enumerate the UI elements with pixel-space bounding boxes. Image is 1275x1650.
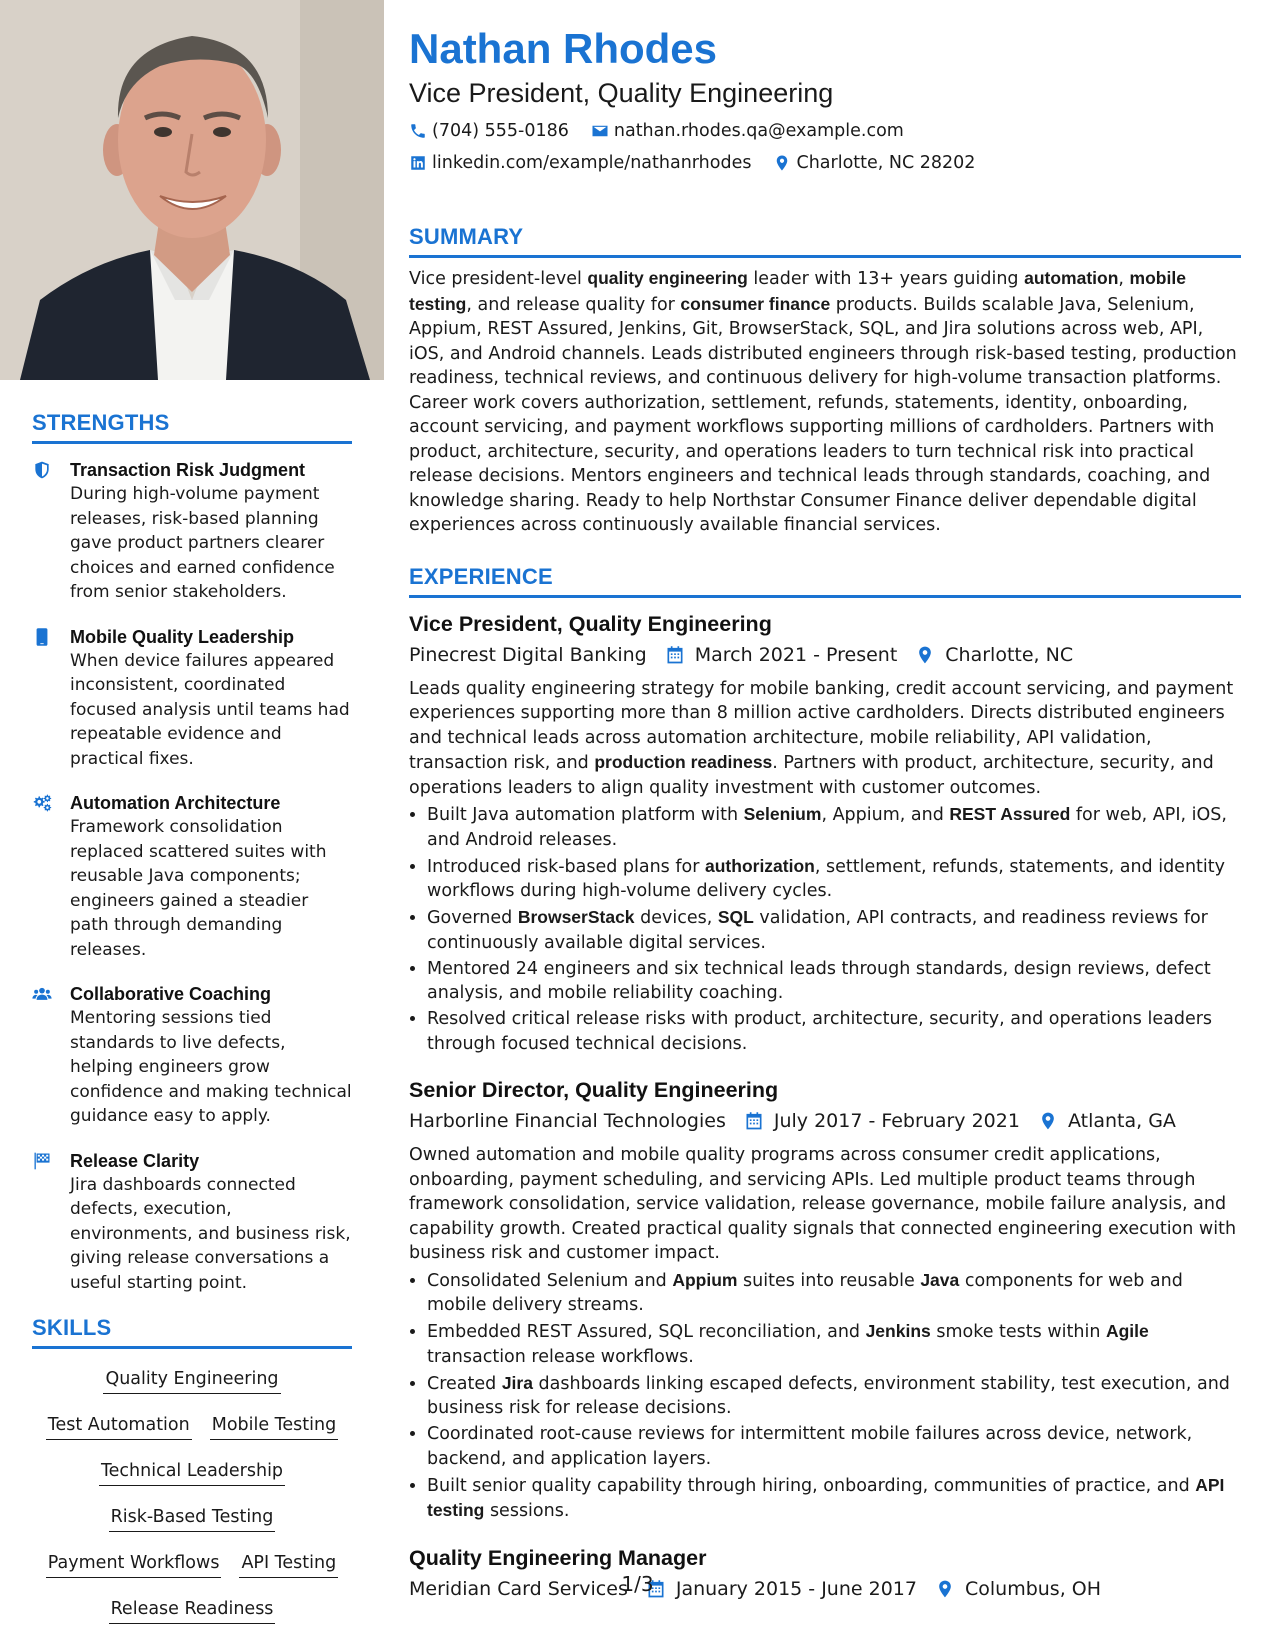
job-bullet: • Consolidated Selenium and Appium suites into reusable Java components for web and mobile delivery streams.: [427, 1268, 1241, 1318]
job-company: Harborline Financial Technologies: [409, 1110, 726, 1132]
job-location-text: Charlotte, NC: [945, 643, 1074, 666]
strength-desc: During high-volume payment releases, risk-based planning gave product partners clearer choices and earned confidence from senior stakeholders.: [70, 484, 335, 602]
job-bullets: [409, 1268, 1241, 1524]
strengths-heading: STRENGTHS: [32, 410, 352, 444]
strength-title: Transaction Risk Judgment: [70, 460, 306, 480]
experience-section: [409, 564, 1241, 1603]
strength-desc: Framework consolidation replaced scattered suites with reusable Java components; engineers gained a steadier path through demanding releases.: [70, 817, 327, 960]
sidebar: [0, 0, 384, 1650]
job-description: Owned automation and mobile quality programs across consumer credit applications, onboarding, payment scheduling, and servicing APIs. Led multiple product teams through framework consolidation, service validation, release governance, mobile failure analysis, and capability growth. Created practical quality signals that connected engineering execution with business risk and customer impact.: [409, 1145, 1237, 1263]
email-text: nathan.rhodes.qa@example.com: [613, 121, 904, 141]
strength-desc: When device failures appeared inconsistent, coordinated focused analysis until teams had repeatable evidence and practical fixes.: [70, 650, 350, 769]
profile-photo: [0, 0, 384, 380]
job-bullets: [409, 802, 1241, 1056]
job-dates: [665, 641, 898, 669]
job-location: [1038, 1107, 1176, 1135]
map-pin-icon: [773, 154, 791, 172]
job-dates-text: March 2021 - Present: [694, 643, 898, 666]
calendar-icon: [665, 645, 685, 665]
linkedin-text: linkedin.com/example/nathanrhodes: [432, 153, 752, 173]
skill-tag: Mobile Testing: [210, 1413, 339, 1440]
contact-location: [773, 150, 975, 176]
job-bullet: • Coordinated root-cause reviews for intermittent mobile failures across device, network, backend, and application layers.: [427, 1422, 1241, 1471]
job-dates-text: July 2017 - February 2021: [773, 1110, 1020, 1132]
sidebar-content: [32, 410, 352, 1643]
strength-item: [32, 625, 352, 772]
job-bullet: • Resolved critical release risks with product, architecture, security, and operations leaders through focused technical decisions.: [427, 1007, 1241, 1056]
job-company: Meridian Card Services: [409, 1577, 628, 1600]
page-number: 1/3: [621, 1572, 654, 1596]
job-bullet: • Created Jira dashboards linking escaped defects, environment stability, test execution, and business risk for release decisions.: [427, 1371, 1241, 1421]
job-bullet: • Introduced risk-based plans for authorization, settlement, refunds, statements, and identity workflows during high-volume delivery cycles.: [427, 854, 1241, 904]
job-bullet: • Built senior quality capability through hiring, onboarding, communities of practice, and API testing sessions.: [427, 1473, 1241, 1524]
strength-item: [32, 458, 352, 605]
skill-tag: Test Automation: [46, 1413, 192, 1440]
job-description: Leads quality engineering strategy for mobile banking, credit account servicing, and payment experiences supporting more than 8 million active cardholders. Directs distributed engineers and technical leads across automation architecture, mobile reliability, API validation, transaction risk, and production readiness. Partners with product, architecture, security, and operations leaders to align quality investment with customer outcomes.: [409, 678, 1234, 798]
skill-tag: Quality Engineering: [103, 1367, 280, 1394]
strength-title: Collaborative Coaching: [70, 984, 272, 1004]
job-location-text: Columbus, OH: [964, 1577, 1102, 1600]
map-pin-icon: [1038, 1111, 1058, 1131]
summary-heading: SUMMARY: [409, 224, 1241, 258]
envelope-icon: [591, 122, 609, 140]
skill-tag: Risk-Based Testing: [109, 1505, 276, 1532]
job-location-text: Atlanta, GA: [1067, 1110, 1176, 1132]
skill-tag: Technical Leadership: [99, 1459, 285, 1486]
candidate-title: Vice President, Quality Engineering: [409, 78, 834, 108]
phone-icon: [409, 122, 427, 140]
summary-text: Vice president-level quality engineering leader with 13+ years guiding automation, mobile testing, and release quality for consumer finance products. Builds scalable Java, Selenium, Appium, REST Assured, Jenkins, Git, BrowserStack, SQL, and Jira solutions across web, API, iOS, and Android channels. Leads distributed engineers through risk-based testing, production readiness, technical reviews, and continuous delivery for high-volume transaction platforms. Career work covers authorization, settlement, refunds, statements, identity, onboarding, account servicing, and payment workflows supporting millions of cardholders. Partners with product, architecture, security, and operations leaders to turn technical risk into practical release decisions. Mentors engineers and technical leads through standards, coaching, and knowledge sharing. Ready to help Northstar Consumer Finance deliver dependable digital experiences across continuously available financial services.: [409, 268, 1237, 535]
job-title: Vice President, Quality Engineering: [409, 611, 772, 636]
strength-title: Release Clarity: [70, 1150, 200, 1171]
job-meta: [409, 1107, 1241, 1135]
phone-text: (704) 555-0186: [432, 121, 569, 141]
job-entry: [409, 1076, 1241, 1524]
job-company: Pinecrest Digital Banking: [409, 643, 647, 666]
job-dates-text: January 2015 - June 2017: [675, 1577, 917, 1600]
strength-item: [32, 791, 352, 962]
summary-section: [409, 224, 1241, 538]
strengths-list: [32, 458, 352, 1295]
mobile-icon: [32, 625, 70, 772]
main-content: [409, 24, 1241, 1603]
job-bullet: • Embedded REST Assured, SQL reconciliation, and Jenkins smoke tests within Agile transaction release workflows.: [427, 1319, 1241, 1369]
job-bullet: • Mentored 24 engineers and six technical leads through standards, design reviews, defect analysis, and mobile reliability coaching.: [427, 957, 1241, 1006]
location-text: Charlotte, NC 28202: [796, 153, 976, 173]
strength-title: Mobile Quality Leadership: [70, 626, 295, 647]
skill-tag: API Testing: [239, 1551, 338, 1578]
shield-icon: [32, 458, 70, 605]
job-title: Senior Director, Quality Engineering: [409, 1078, 779, 1102]
linkedin-icon: [409, 154, 427, 172]
strength-item: [32, 982, 352, 1129]
job-location: [915, 641, 1073, 669]
contact-row: [409, 118, 1241, 144]
job-bullet: • Governed BrowserStack devices, SQL validation, API contracts, and readiness reviews for continuously available digital services.: [427, 905, 1241, 955]
calendar-icon: [744, 1111, 764, 1131]
gears-icon: [32, 791, 70, 962]
contact-linkedin[interactable]: [409, 150, 751, 176]
job-entry: [409, 610, 1241, 1057]
strength-desc: Jira dashboards connected defects, execution, environments, and business risk, giving release conversations a useful starting point.: [70, 1174, 351, 1293]
contact-email[interactable]: [591, 118, 904, 144]
skill-tag: Release Readiness: [109, 1597, 276, 1624]
contact-phone[interactable]: [409, 118, 569, 144]
skills-heading: SKILLS: [32, 1315, 352, 1349]
candidate-name: Nathan Rhodes: [409, 25, 718, 72]
map-pin-icon: [915, 645, 935, 665]
experience-heading: EXPERIENCE: [409, 564, 1241, 598]
strength-title: Automation Architecture: [70, 793, 281, 813]
flag-icon: [32, 1149, 70, 1296]
job-title: Quality Engineering Manager: [409, 1545, 707, 1570]
users-icon: [32, 982, 70, 1129]
job-meta: [409, 641, 1241, 669]
job-bullet: • Built Java automation platform with Selenium, Appium, and REST Assured for web, API, iOS, and Android releases.: [427, 802, 1241, 852]
strength-item: [32, 1149, 352, 1296]
job-dates: [744, 1107, 1020, 1135]
contact-row: [409, 150, 1241, 176]
strength-desc: Mentoring sessions tied standards to live defects, helping engineers grow confidence and making technical guidance easy to apply.: [70, 1008, 352, 1126]
skill-tag: Payment Workflows: [46, 1551, 222, 1578]
profile-photo-illustration: [0, 0, 384, 380]
